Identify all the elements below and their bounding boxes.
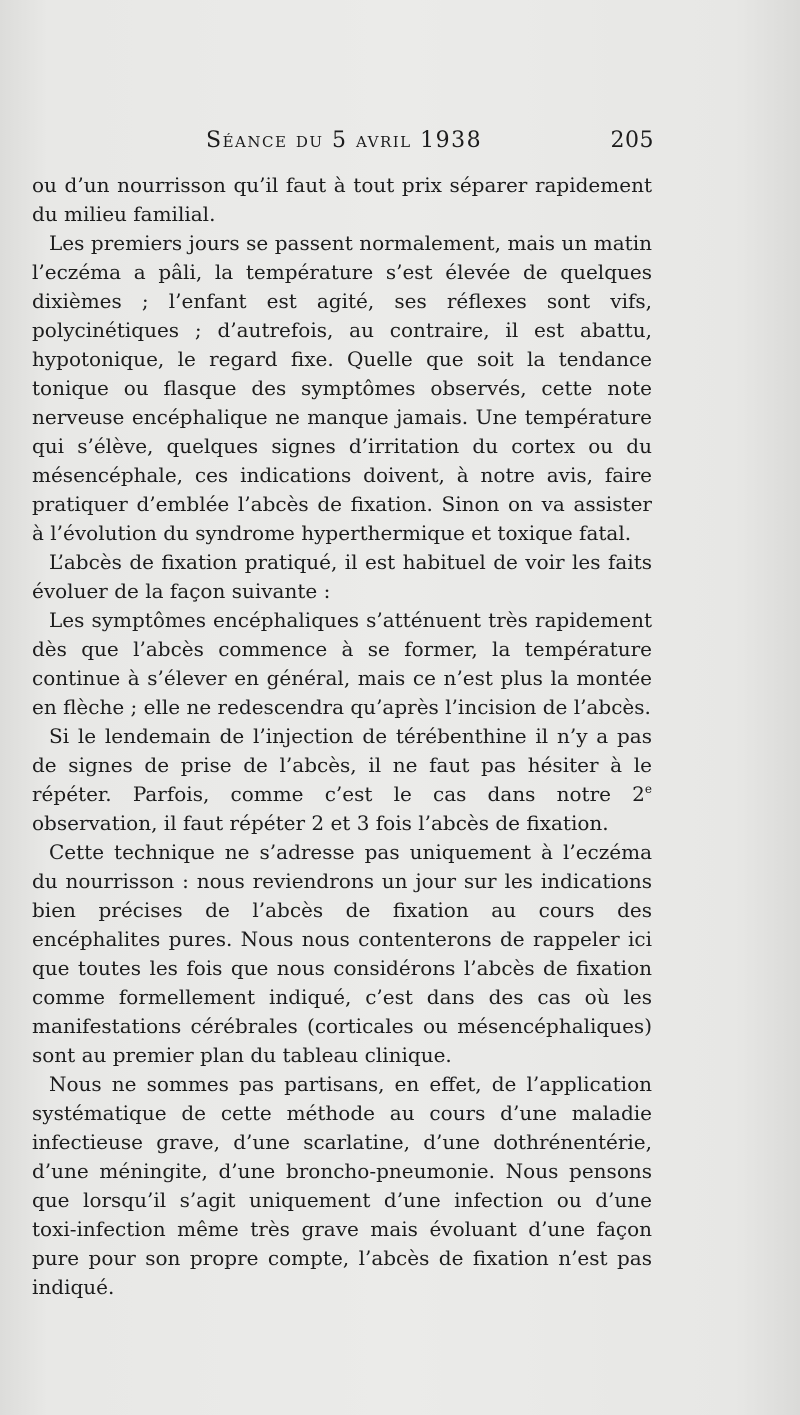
paragraph-2: Les premiers jours se passent normalement, mais un matin l’eczéma a pâli, la température s’est élevée de quelques dixièmes ; l’enfant est agité, ses réflexes sont vifs, polycinétiques ; d’autrefois, au contraire, il est abattu, hypotonique, le regard fixe. Quelle que soit la tendance tonique ou flasque des symptômes observés, cette note nerveuse encéphalique ne manque jamais. Une température qui s’élève, quelques signes d’irritation du cortex ou du mésencéphale, ces indications doivent, à notre avis, faire pratiquer d’emblée l’abcès de fixation. Sinon on va assister à l’évolution du syndrome hyperthermique et toxique fatal. [32,231,652,545]
paragraph-5-text-a: Si le lendemain de l’injection de térébenthine il n’y a pas de signes de prise de l’abcès, il ne faut pas hésiter à le répéter. Parfois, comme c’est le cas dans notre 2 [32,724,652,806]
paragraph-6: Cette technique ne s’adresse pas uniquement à l’eczéma du nourrisson : nous reviendrons un jour sur les indications bien précises de l’abcès de fixation au cours des encéphalites pures. Nous nous contenterons de rappeler ici que toutes les fois que nous considérons l’abcès de fixation comme formellement indiqué, c’est dans des cas où les manifestations cérébrales (corticales ou mésencéphaliques) sont au premier plan du tableau clinique. [32,840,652,1067]
paragraph-7: Nous ne sommes pas partisans, en effet, de l’application systématique de cette méthode au cours d’une maladie infectieuse grave, d’une scarlatine, d’une dothrénentérie, d’une méningite, d’une broncho-pneumonie. Nous pensons que lorsqu’il s’agit uniquement d’une infection ou d’une toxi-infection même très grave mais évoluant d’une façon pure pour son propre compte, l’abcès de fixation n’est pas indiqué. [32,1072,652,1299]
ordinal-superscript: e [644,782,652,796]
paragraph-3: L’abcès de fixation pratiqué, il est habituel de voir les faits évoluer de la façon suivante : [32,550,652,603]
running-title: Séance du 5 avril 1938 [206,128,483,153]
paragraph-5 [32,722,652,838]
running-head [0,128,800,160]
body-text [32,171,652,1302]
paragraph-1: ou d’un nourrisson qu’il faut à tout prix séparer rapidement du milieu familial. [32,173,652,226]
page-number: 205 [610,128,654,153]
paragraph-5-text-b: observation, il faut répéter 2 et 3 fois l’abcès de fixation. [32,811,609,835]
paragraph-4: Les symptômes encéphaliques s’atténuent très rapidement dès que l’abcès commence à se former, la température continue à s’élever en général, mais ce n’est plus la montée en flèche ; elle ne redescendra qu’après l’incision de l’abcès. [32,608,652,719]
